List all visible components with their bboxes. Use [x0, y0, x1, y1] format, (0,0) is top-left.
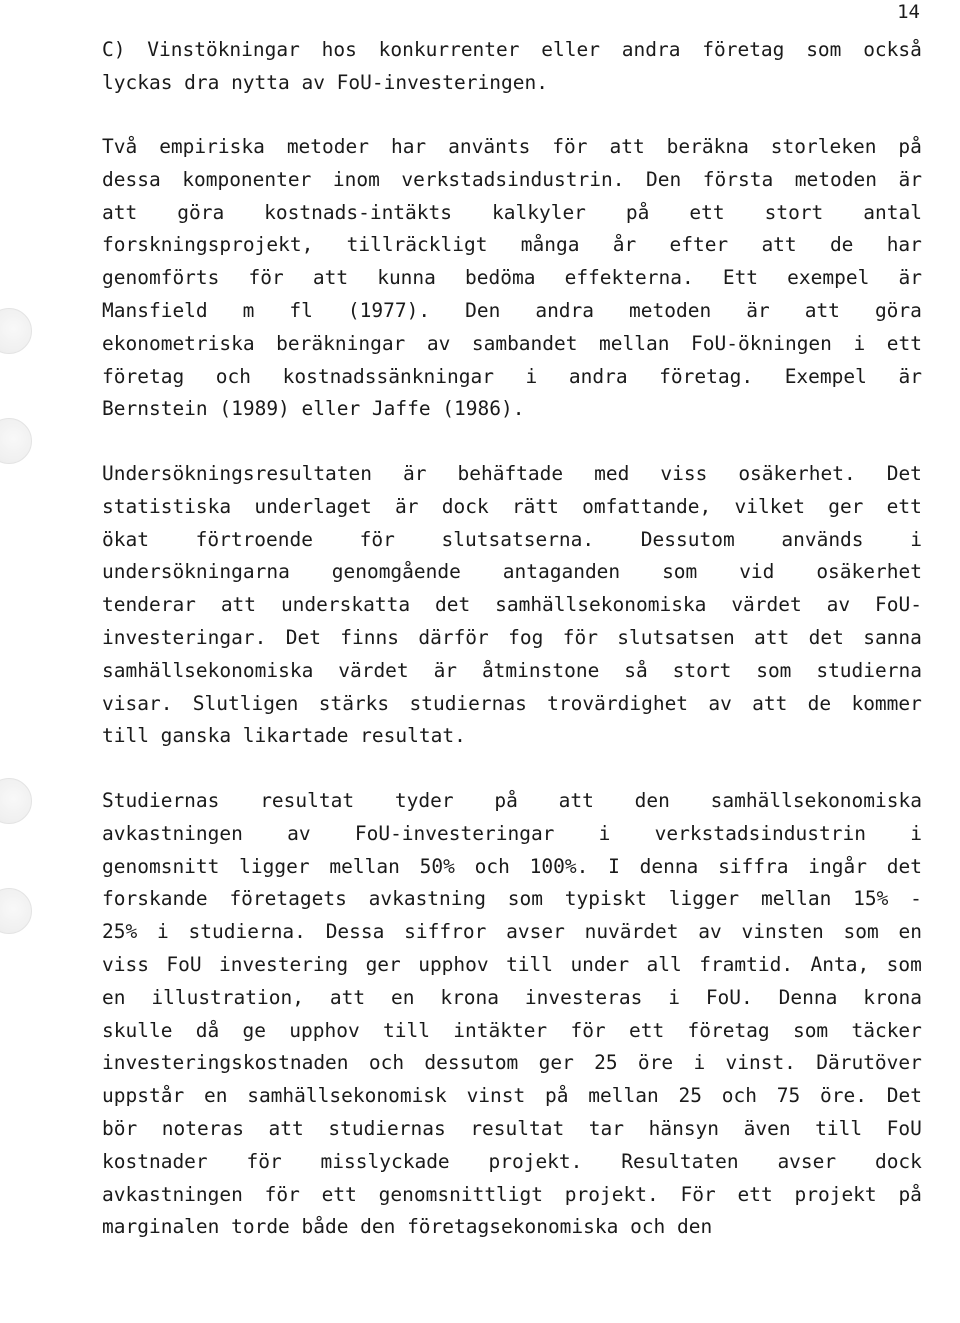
text-line: företag och kostnadssänkningar i andra företag. Exempel är: [102, 364, 922, 388]
text-line: en illustration, att en krona investeras i FoU. Denna krona: [102, 985, 922, 1009]
text-line: ekonometriska beräkningar av sambandet mellan FoU-ökningen i ett: [102, 331, 922, 355]
text-line: Bernstein (1989) eller Jaffe (1986).: [102, 397, 525, 421]
text-line: 25% i studierna. Dessa siffror avser nuvärdet av vinsten som en: [102, 920, 922, 944]
text-line: investeringar. Det finns därför fog för slutsatsen att det sanna: [102, 625, 922, 649]
paragraph-uncertainty: [102, 458, 922, 753]
punch-hole-2: [0, 418, 32, 464]
text-line: statistiska underlaget är dock rätt omfattande, vilket ger ett: [102, 494, 922, 518]
text-line: viss FoU investering ger upphov till under all framtid. Anta, som: [102, 952, 922, 976]
text-line: uppstår en samhällsekonomisk vinst på mellan 25 och 75 öre. Det: [102, 1084, 922, 1108]
text-line: Undersökningsresultaten är behäftade med viss osäkerhet. Det: [102, 462, 922, 485]
text-line: genomförts för att kunna bedöma effekterna. Ett exempel är: [102, 266, 922, 290]
text-line: kostnader för misslyckade projekt. Resultaten avser dock: [102, 1149, 922, 1173]
text-line: marginalen torde både den företagsekonomiska och den: [102, 1215, 713, 1239]
text-line: avkastningen för ett genomsnittligt projekt. För ett projekt på: [102, 1182, 922, 1206]
punch-hole-3: [0, 778, 32, 824]
paragraph-results: [102, 785, 922, 1244]
text-line: Studiernas resultat tyder på att den samhällsekonomiska: [102, 789, 922, 812]
text-line: ökat förtroende för slutsatserna. Dessutom används i: [102, 527, 922, 551]
punch-hole-4: [0, 888, 32, 934]
text-line: forskningsprojekt, tillräckligt många år efter att de har: [102, 233, 922, 257]
text-line: forskande företagets avkastning som typiskt ligger mellan 15% -: [102, 887, 922, 911]
text-line: till ganska likartade resultat.: [102, 724, 466, 748]
text-line: avkastningen av FoU-investeringar i verkstadsindustrin i: [102, 821, 922, 845]
text-line: bör noteras att studiernas resultat tar hänsyn även till FoU: [102, 1116, 922, 1140]
text-line: C) Vinstökningar hos konkurrenter eller andra företag som också: [102, 38, 922, 61]
text-line: samhällsekonomiska värdet är åtminstone så stort som studierna: [102, 658, 922, 682]
text-line: visar. Slutligen stärks studiernas trovärdighet av att de kommer: [102, 691, 922, 715]
text-line: skulle då ge upphov till intäkter för ett företag som täcker: [102, 1018, 922, 1042]
text-line: att göra kostnads-intäkts kalkyler på ett stort antal: [102, 200, 922, 224]
text-line: investeringskostnaden och dessutom ger 25 öre i vinst. Därutöver: [102, 1051, 922, 1075]
text-line: undersökningarna genomgående antaganden som vid osäkerhet: [102, 560, 922, 584]
text-line: Mansfield m fl (1977). Den andra metoden är att göra: [102, 298, 922, 322]
text-line: dessa komponenter inom verkstadsindustrin. Den första metoden är: [102, 167, 922, 191]
punch-hole-1: [0, 308, 32, 354]
text-line: lyckas dra nytta av FoU-investeringen.: [102, 70, 548, 94]
paragraph-methods: [102, 131, 922, 426]
paragraph-c: [102, 34, 922, 100]
text-line: Två empiriska metoder har använts för att beräkna storleken på: [102, 135, 922, 158]
text-line: tenderar att underskatta det samhällsekonomiska värdet av FoU-: [102, 593, 922, 617]
text-line: genomsnitt ligger mellan 50% och 100%. I denna siffra ingår det: [102, 854, 922, 878]
page-number: 14: [897, 1, 920, 23]
